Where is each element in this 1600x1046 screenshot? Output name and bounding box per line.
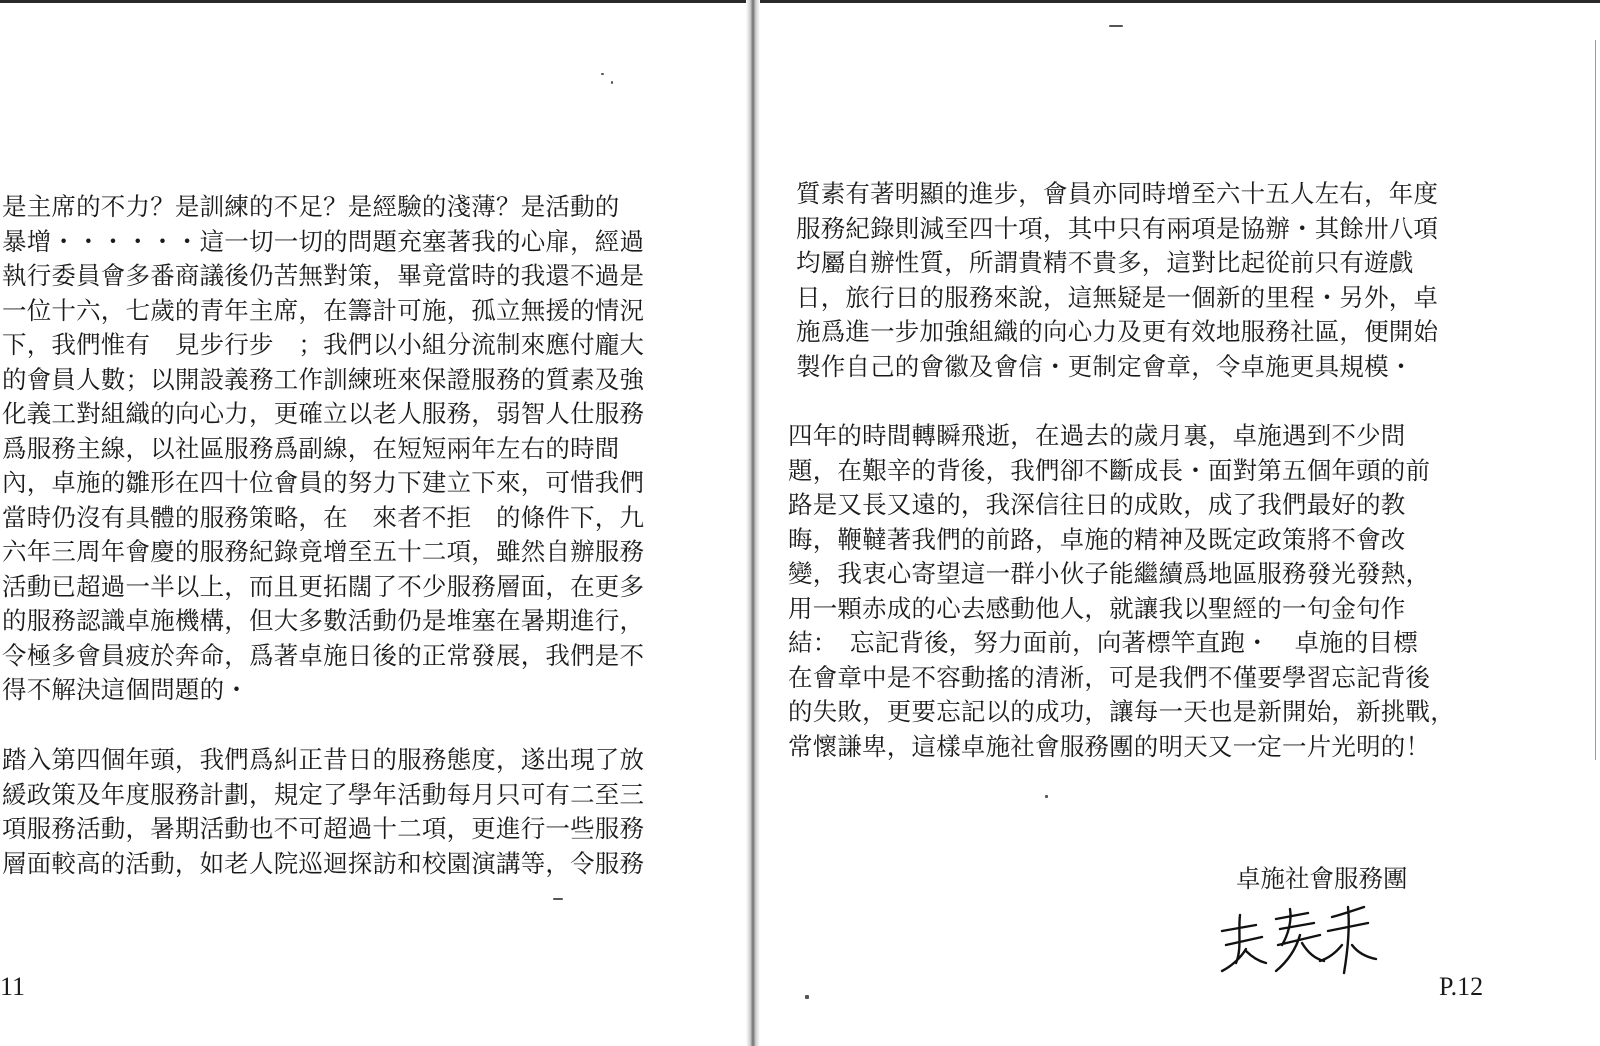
- scan-speck: [805, 995, 809, 999]
- text-line: 六年三周年會慶的服務紀錄竟增至五十二項，雖然自辦服務: [2, 537, 645, 566]
- left-paragraph-2: [2, 743, 644, 881]
- text-line: 執行委員會多番商議後仍苦無對策，畢竟當時的我還不過是: [2, 261, 645, 290]
- left-page: [0, 0, 752, 1046]
- text-line: 化義工對組織的向心力，更確立以老人服務，弱智人仕服務: [2, 399, 645, 428]
- page-number-left: 11: [0, 972, 26, 1001]
- signature-block: [1236, 860, 1408, 981]
- scan-speck: [1045, 795, 1048, 798]
- right-page: [758, 0, 1600, 1046]
- text-line: 項服務活動，暑期活動也不可超過十二項，更進行一些服務: [2, 814, 645, 843]
- text-line: 的失敗，更要忘記以的成功，讓每一天也是新開始，新挑戰，: [788, 697, 1455, 726]
- text-line: 是主席的不力？是訓練的不足？是經驗的淺薄？是活動的: [2, 192, 620, 221]
- text-line: 四年的時間轉瞬飛逝，在過去的歲月裏，卓施遇到不少問: [788, 421, 1406, 450]
- scan-speck: [601, 73, 604, 75]
- left-paragraph-1: [2, 190, 644, 708]
- text-line: 的服務認識卓施機構，但大多數活動仍是堆塞在暑期進行，: [2, 606, 645, 635]
- text-line: 踏入第四個年頭，我們爲糾正昔日的服務態度，遂出現了放: [2, 745, 645, 774]
- text-line: 服務紀錄則減至四十項，其中只有兩項是協辦・其餘卅八項: [796, 213, 1439, 243]
- scan-speck: [553, 898, 563, 900]
- text-line: 當時仍沒有具體的服務策略，在 來者不拒 的條件下，九: [2, 502, 645, 532]
- text-line: 用一顆赤成的心去感動他人，就讓我以聖經的一句金句作: [788, 593, 1406, 623]
- text-line: 日，旅行日的服務來說，這無疑是一個新的里程・另外，卓: [796, 282, 1439, 312]
- scan-speck: [611, 81, 613, 84]
- text-line: 活動已超過一半以上，而且更拓闊了不少服務層面，在更多: [2, 571, 645, 601]
- text-line: 路是又長又遠的，我深信往日的成敗，成了我們最好的教: [788, 490, 1406, 519]
- text-line: 晦，鞭韃著我們的前路，卓施的精神及既定政策將不會改: [788, 524, 1406, 554]
- text-line: 施爲進一步加強組織的向心力及更有效地服務社區，便開始: [796, 317, 1439, 346]
- text-line: 變，我衷心寄望這一群小伙子能繼續爲地區服務發光發熱，: [788, 559, 1431, 588]
- handwritten-signature: [1216, 901, 1386, 981]
- text-line: 均屬自辦性質，所謂貴精不貴多，這對比起從前只有遊戲: [796, 248, 1414, 277]
- text-line: 在會章中是不容動搖的清淅，可是我們不僅要學習忘記背後: [788, 662, 1431, 692]
- text-line: 緩政策及年度服務計劃，規定了學年活動每月只可有二至三: [2, 779, 645, 809]
- text-line: 層面較高的活動，如老人院巡迴探訪和校園演講等，令服務: [2, 848, 645, 878]
- text-line: 結： 忘記背後，努力面前，向著標竿直跑・ 卓施的目標: [788, 628, 1418, 657]
- text-line: 常懷謙卑，這樣卓施社會服務團的明天又一定一片光明的！: [788, 731, 1431, 761]
- text-line: 質素有著明顯的進步，會員亦同時增至六十五人左右，年度: [796, 179, 1439, 208]
- right-paragraph-2: [788, 419, 1455, 764]
- page-number-right: P.12: [1439, 972, 1484, 1001]
- scan-speck: [1109, 25, 1123, 27]
- text-line: 製作自己的會徽及會信・更制定會章，令卓施更具規模・: [796, 351, 1414, 381]
- text-line: 暴增・・・・・・這一切一切的問題充塞著我的心扉，經過: [2, 226, 645, 256]
- text-line: 內，卓施的雛形在四十位會員的努力下建立下來，可惜我們: [2, 468, 645, 497]
- page-right-edge: [1595, 40, 1596, 760]
- text-line: 的會員人數；以開設義務工作訓練班來保證服務的質素及強: [2, 364, 645, 394]
- right-paragraph-1: [796, 177, 1438, 384]
- text-line: 下，我們惟有 見步行步 ；我們以小組分流制來應付龐大: [2, 330, 645, 359]
- text-line: 題，在艱辛的背後，我們卻不斷成長・面對第五個年頭的前: [788, 455, 1431, 485]
- organization-name: 卓施社會服務團: [1236, 864, 1408, 893]
- text-line: 一位十六，七歲的青年主席，在籌計可施，孤立無援的情況: [2, 295, 645, 325]
- text-line: 令極多會員疲於奔命，爲著卓施日後的正常發展，我們是不: [2, 640, 645, 670]
- text-line: 爲服務主線，以社區服務爲副線，在短短兩年左右的時間: [2, 433, 620, 463]
- text-line: 得不解決這個問題的・: [2, 675, 249, 704]
